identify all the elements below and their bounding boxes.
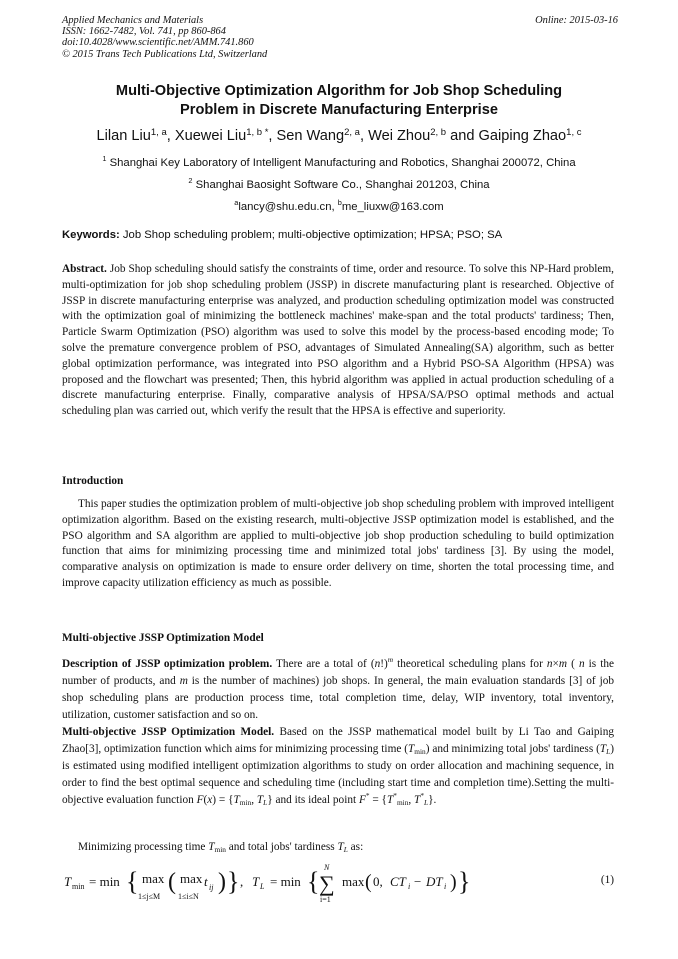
section-heading-introduction: Introduction <box>62 475 124 487</box>
online-date: Online: 2015-03-16 <box>535 15 618 26</box>
title-line-2: Problem in Discrete Manufacturing Enterprise <box>180 101 498 118</box>
affiliation-1 <box>40 156 638 170</box>
svg-text:max: max <box>142 871 165 886</box>
author-sup: 2, b <box>430 127 447 138</box>
paper-title <box>40 82 638 119</box>
svg-text:}: } <box>458 867 471 896</box>
affiliation-sup: 1 <box>102 154 107 163</box>
svg-text:{: { <box>307 867 320 896</box>
svg-text:min: min <box>72 882 85 891</box>
affiliation-text: Shanghai Baosight Software Co., Shanghai 201203, China <box>195 179 490 191</box>
email-b: me_liuxw@163.com <box>341 201 444 213</box>
copyright-line: © 2015 Trans Tech Publications Ltd, Switzerland <box>62 48 268 60</box>
svg-text:,: , <box>240 874 244 889</box>
svg-text:N: N <box>324 863 330 872</box>
svg-text:i: i <box>444 882 447 891</box>
issn-line: ISSN: 1662-7482, Vol. 741, pp 860-864 <box>62 26 226 38</box>
journal-header <box>62 15 618 60</box>
svg-text:): ) <box>450 871 457 893</box>
equation-1 <box>62 861 614 903</box>
svg-text:= min: = min <box>270 874 301 889</box>
affiliation-text: Shanghai Key Laboratory of Intelligent Manufacturing and Robotics, Shanghai 200072, China <box>109 157 576 169</box>
introduction-text: This paper studies the optimization problem of multi-objective job shop scheduling problem with improved intelligent optimization algorithm. Based on the existing research, multi-objective JSSP optimization model is established, and the PSO algorithm and SA algorithm are applied to multi-objective job shop production scheduling to build optimization function that aims for minimizing processing time and minimized total jobs' tardiness [3]. By using the model, comparative analysis on optimization is made to ensure order delivery on time, shorten the total processing time, and improve capacity utilization efficiency as much as possible. <box>62 498 614 589</box>
svg-text:i=1: i=1 <box>320 895 331 903</box>
problem-description-label: Description of JSSP optimization problem. <box>62 658 273 670</box>
doi-line: doi:10.4028/www.scientific.net/AMM.741.860 <box>62 37 254 49</box>
abstract <box>62 262 614 420</box>
svg-text:): ) <box>218 869 226 895</box>
svg-text:(: ( <box>168 869 176 895</box>
equation-formula <box>62 861 532 903</box>
svg-text:1≤j≤M: 1≤j≤M <box>138 892 161 901</box>
svg-text:∑: ∑ <box>319 871 335 896</box>
minimizing-statement: Minimizing processing time $T_{min}$ and total jobs' tardiness $T_L$ as: <box>78 841 364 854</box>
author-name: Xuewei Liu <box>174 128 247 144</box>
author-sup: 1, a <box>150 127 167 138</box>
svg-text:CT: CT <box>390 874 406 889</box>
equation-number: (1) <box>600 874 614 886</box>
optimization-model-label: Multi-objective JSSP Optimization Model. <box>62 726 275 738</box>
svg-text:L: L <box>260 882 265 891</box>
svg-text:(: ( <box>365 871 372 893</box>
section-heading-model: Multi-objective JSSP Optimization Model <box>62 632 264 644</box>
author-name: Lilan Liu <box>96 128 151 144</box>
abstract-text: Job Shop scheduling should satisfy the constraints of time, order and resource. To solve this NP-Hard problem, multi-optimization for job shop scheduling problem (JSSP) in discrete manufacturing plant is researched. Objective of JSSP in discrete manufacturing enterprise was analyzed, and production scheduling optimization model was constructed with the optimization goal of minimizing the bottleneck machines' make-span and the total products' tardiness; Then, Particle Swarm Optimization (PSO) algorithm was used to solve this model by the process-based encoding mode; To solve the premature convergence problem of PSO, advantages of Simulated Annealing(SA) algorithm, such as better global optimization performance, was integrated into PSO algorithm and a Hybrid PSO-SA Algorithm (HPSA) was proposed and the flowchart was presented; Then, this hybrid algorithm was applied in actual production scheduling of a discrete manufacturing enterprise. Finally, comparative analysis of HPSA/SA/PSO optimal methods and actual scheduling plan was carried out, which verify the result that the HPSA is effective and superiority. <box>62 263 614 418</box>
keywords-text: Job Shop scheduling problem; multi-objective optimization; HPSA; PSO; SA <box>122 229 503 241</box>
svg-text:DT: DT <box>426 874 443 889</box>
author-name: Gaiping Zhao <box>478 128 567 144</box>
svg-text:}: } <box>227 867 240 896</box>
svg-text:−: − <box>414 874 422 889</box>
svg-text:t: t <box>204 874 208 889</box>
author-emails: $^a$lancy@shu.edu.cn, $^b$me_liuxw@163.com <box>234 198 444 213</box>
author-sup: 1, b * <box>246 127 269 138</box>
svg-text:{: { <box>126 867 139 896</box>
affiliation-2 <box>40 178 638 192</box>
svg-text:1≤i≤N: 1≤i≤N <box>178 892 199 901</box>
author-sup: 2, a <box>344 127 360 138</box>
svg-text:T: T <box>64 874 72 889</box>
svg-text:i: i <box>408 882 411 891</box>
svg-text:ij: ij <box>209 883 214 892</box>
author-name: Wei Zhou <box>368 128 431 144</box>
svg-text:= min: = min <box>89 874 120 889</box>
keywords-label: Keywords: <box>62 229 120 241</box>
email-a: lancy@shu.edu.cn, <box>238 201 335 213</box>
svg-text:T: T <box>252 874 260 889</box>
title-line-1: Multi-Objective Optimization Algorithm for Job Shop Scheduling <box>115 83 563 99</box>
svg-text:0,: 0, <box>373 874 383 889</box>
problem-description: Description of JSSP optimization problem. There are a total of $(n!)^m$ theoretical scheduling plans for n×m ( n is the number of products, and m is the number of machines) job shops. In general, the main evaluation standards [3] of job shop scheduling plans are production process time, total completion time, delay, WIP inventory, total inventory, utilization, customer satisfaction and so on. Multi-objective JSSP Optimization Model. Based on the JSSP mathematical model built by Li Tao and Gaiping Zhao[3], optimization function which aims for minimizing processing time $(T_{min})$ and minimizing total jobs' tardiness $(T_L)$ is estimated using modified intelligent optimization algorithms to study on order allocation and machining sequence, in order to find the best optimal sequence and scheduling time (including start time and completion time).Setting the multi- objective evaluation function $F(x) = \{T_{min}$, $T_L$} and its ideal point $F^* = \{T^*_{min}$, $T^*_L$}. <box>62 655 615 807</box>
keywords <box>62 228 622 242</box>
svg-text:max: max <box>342 874 365 889</box>
journal-name: Applied Mechanics and Materials <box>62 15 204 26</box>
author-name: Sen Wang <box>276 128 345 144</box>
affiliation-sup: 2 <box>188 176 193 185</box>
svg-text:max: max <box>180 871 203 886</box>
author-sup: 1, c <box>566 127 582 138</box>
author-list: Lilan Liu$^{1, a}$, Xuewei Liu$^{1, b *}$, Sen Wang$^{2, a}$, Wei Zhou$^{2, b}$ and Gaiping Zhao$^{1, c}$ <box>96 127 582 144</box>
abstract-label: Abstract. <box>62 263 107 275</box>
